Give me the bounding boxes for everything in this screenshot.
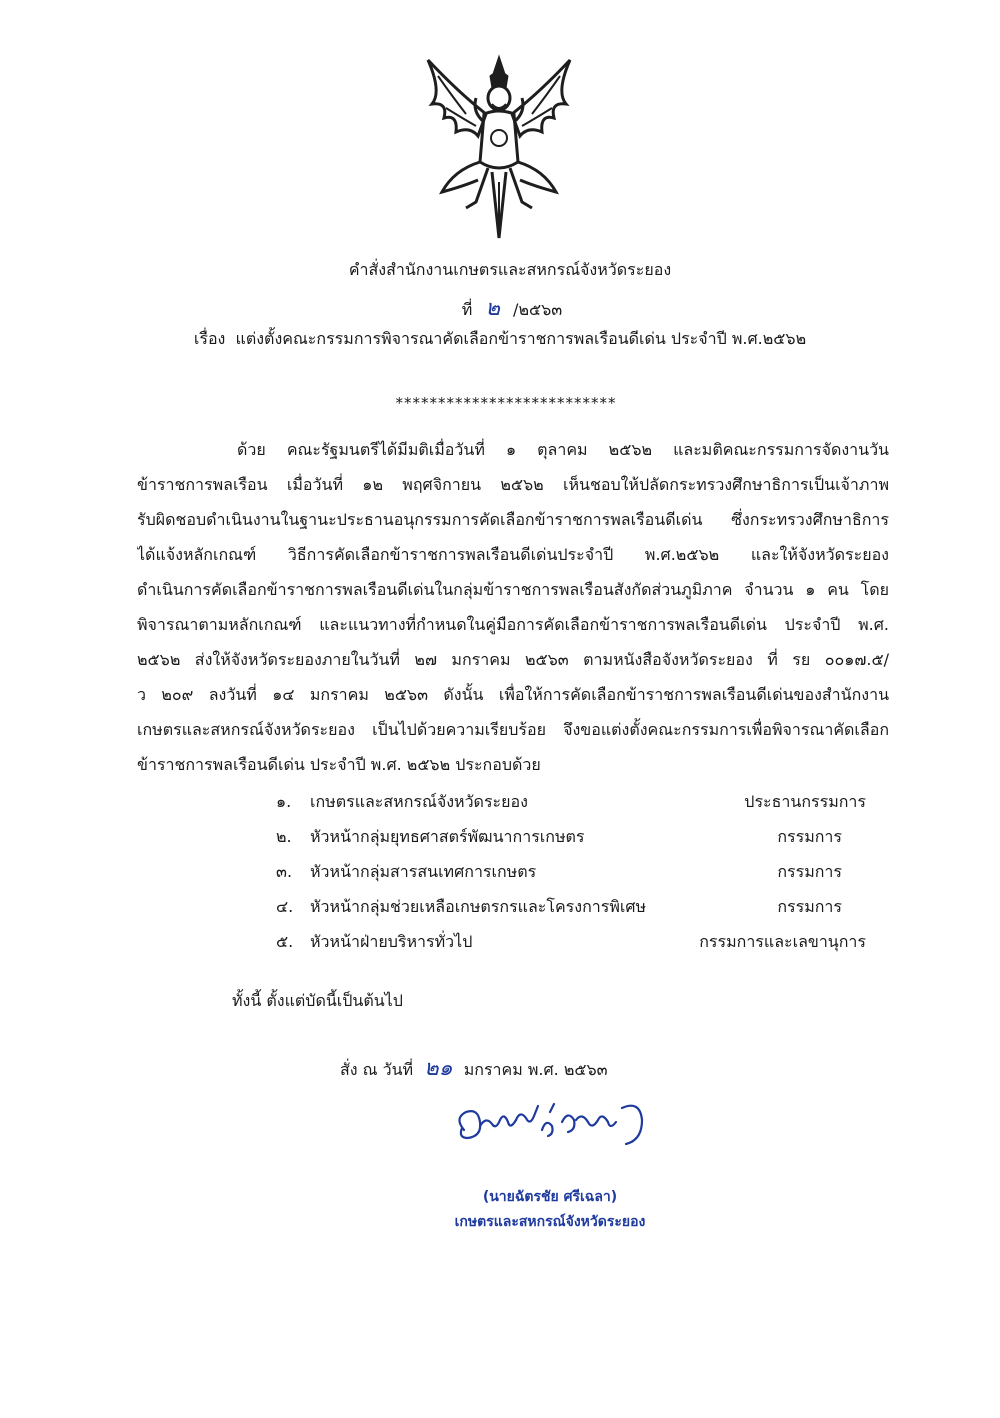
- member-number: ๔.: [276, 897, 294, 916]
- committee-member-row: [276, 790, 876, 816]
- garuda-emblem-icon: [418, 52, 580, 242]
- member-name: หัวหน้ากลุ่มสารสนเทศการเกษตร: [310, 862, 537, 881]
- subject-text: แต่งตั้งคณะกรรมการพิจารณาคัดเลือกข้าราชการพลเรือนดีเด่น ประจำปี พ.ศ.๒๕๖๒: [235, 329, 807, 348]
- given-date-day-handwritten: ๒๑: [424, 1056, 453, 1081]
- body-line: เกษตรและสหกรณ์จังหวัดระยอง เป็นไปด้วยความเรียบร้อย จึงขอแต่งตั้งคณะกรรมการเพื่อพิจารณาคัดเลือก: [137, 720, 889, 739]
- committee-member-row: [276, 860, 876, 886]
- member-role: กรรมการ: [777, 827, 842, 846]
- member-name: หัวหน้าฝ่ายบริหารทั่วไป: [310, 932, 473, 951]
- member-number: ๓.: [276, 862, 293, 881]
- order-number-handwritten: ๒: [485, 296, 500, 321]
- body-line: ๒๕๖๒ ส่งให้จังหวัดระยองภายในวันที่ ๒๗ มกราคม ๒๕๖๓ ตามหนังสือจังหวัดระยอง ที่ รย ๐๐๑๗.๕/: [137, 650, 889, 669]
- signer-name: (นายฉัตรชัย ศรีเฉลา): [482, 1189, 618, 1205]
- subject-label: เรื่อง: [193, 329, 226, 348]
- given-date-prefix: สั่ง ณ วันที่: [340, 1060, 414, 1079]
- member-name: หัวหน้ากลุ่มช่วยเหลือเกษตรกรและโครงการพิเศษ: [310, 897, 647, 916]
- member-number: ๒.: [276, 827, 292, 846]
- member-name: เกษตรและสหกรณ์จังหวัดระยอง: [310, 792, 528, 811]
- body-line: รับผิดชอบดำเนินงานในฐานะประธานอนุกรรมการคัดเลือกข้าราชการพลเรือนดีเด่น ซึ่งกระทรวงศึกษาธิการ: [137, 510, 889, 529]
- separator-stars: **************************: [395, 394, 617, 412]
- given-date-suffix: มกราคม พ.ศ. ๒๕๖๓: [463, 1060, 608, 1079]
- body-line: ดำเนินการคัดเลือกข้าราชการพลเรือนดีเด่นในกลุ่มข้าราชการพลเรือนสังกัดส่วนภูมิภาค จำนวน ๑ คน โดย: [137, 580, 889, 599]
- committee-member-row: [276, 930, 876, 956]
- body-line: ว ๒๐๙ ลงวันที่ ๑๔ มกราคม ๒๕๖๓ ดังนั้น เพื่อให้การคัดเลือกข้าราชการพลเรือนดีเด่นของสำนักงาน: [137, 685, 889, 704]
- order-number-year: /๒๕๖๓: [513, 300, 563, 319]
- member-number: ๕.: [276, 932, 294, 951]
- member-number: ๑.: [276, 792, 292, 811]
- order-title: คำสั่งสำนักงานเกษตรและสหกรณ์จังหวัดระยอง: [348, 260, 672, 279]
- signer-title: เกษตรและสหกรณ์จังหวัดระยอง: [454, 1214, 646, 1230]
- committee-member-row: [276, 825, 876, 851]
- member-role: กรรมการและเลขานุการ: [699, 932, 866, 951]
- handwritten-signature: [450, 1090, 670, 1160]
- body-line: ด้วย คณะรัฐมนตรีได้มีมติเมื่อวันที่ ๑ ตุลาคม ๒๕๖๒ และมติคณะกรรมการจัดงานวัน: [237, 440, 889, 459]
- order-number: [12, 290, 1000, 325]
- member-role: กรรมการ: [777, 862, 842, 881]
- body-line: พิจารณาตามหลักเกณฑ์ และแนวทางที่กำหนดในคู่มือการคัดเลือกข้าราชการพลเรือนดีเด่น ประจำปี พ.ศ.: [137, 615, 889, 634]
- member-role: ประธานกรรมการ: [744, 792, 866, 811]
- body-line: ข้าราชการพลเรือนดีเด่น ประจำปี พ.ศ. ๒๕๖๒ ประกอบด้วย: [137, 755, 541, 774]
- subject-line: [0, 327, 1000, 352]
- member-role: กรรมการ: [777, 897, 842, 916]
- order-number-prefix: ที่: [461, 300, 473, 319]
- body-line: ได้แจ้งหลักเกณฑ์ วิธีการคัดเลือกข้าราชการพลเรือนดีเด่นประจำปี พ.ศ.๒๕๖๒ และให้จังหวัดระยอง: [137, 545, 889, 564]
- given-date: [340, 1050, 608, 1085]
- member-name: หัวหน้ากลุ่มยุทธศาสตร์พัฒนาการเกษตร: [310, 827, 585, 846]
- body-line: ข้าราชการพลเรือน เมื่อวันที่ ๑๒ พฤศจิกายน ๒๕๖๒ เห็นชอบให้ปลัดกระทรวงศึกษาธิการเป็นเจ้าภาพ: [137, 475, 889, 494]
- closing-statement: ทั้งนี้ ตั้งแต่บัดนี้เป็นต้นไป: [232, 991, 403, 1010]
- committee-member-row: [276, 895, 876, 921]
